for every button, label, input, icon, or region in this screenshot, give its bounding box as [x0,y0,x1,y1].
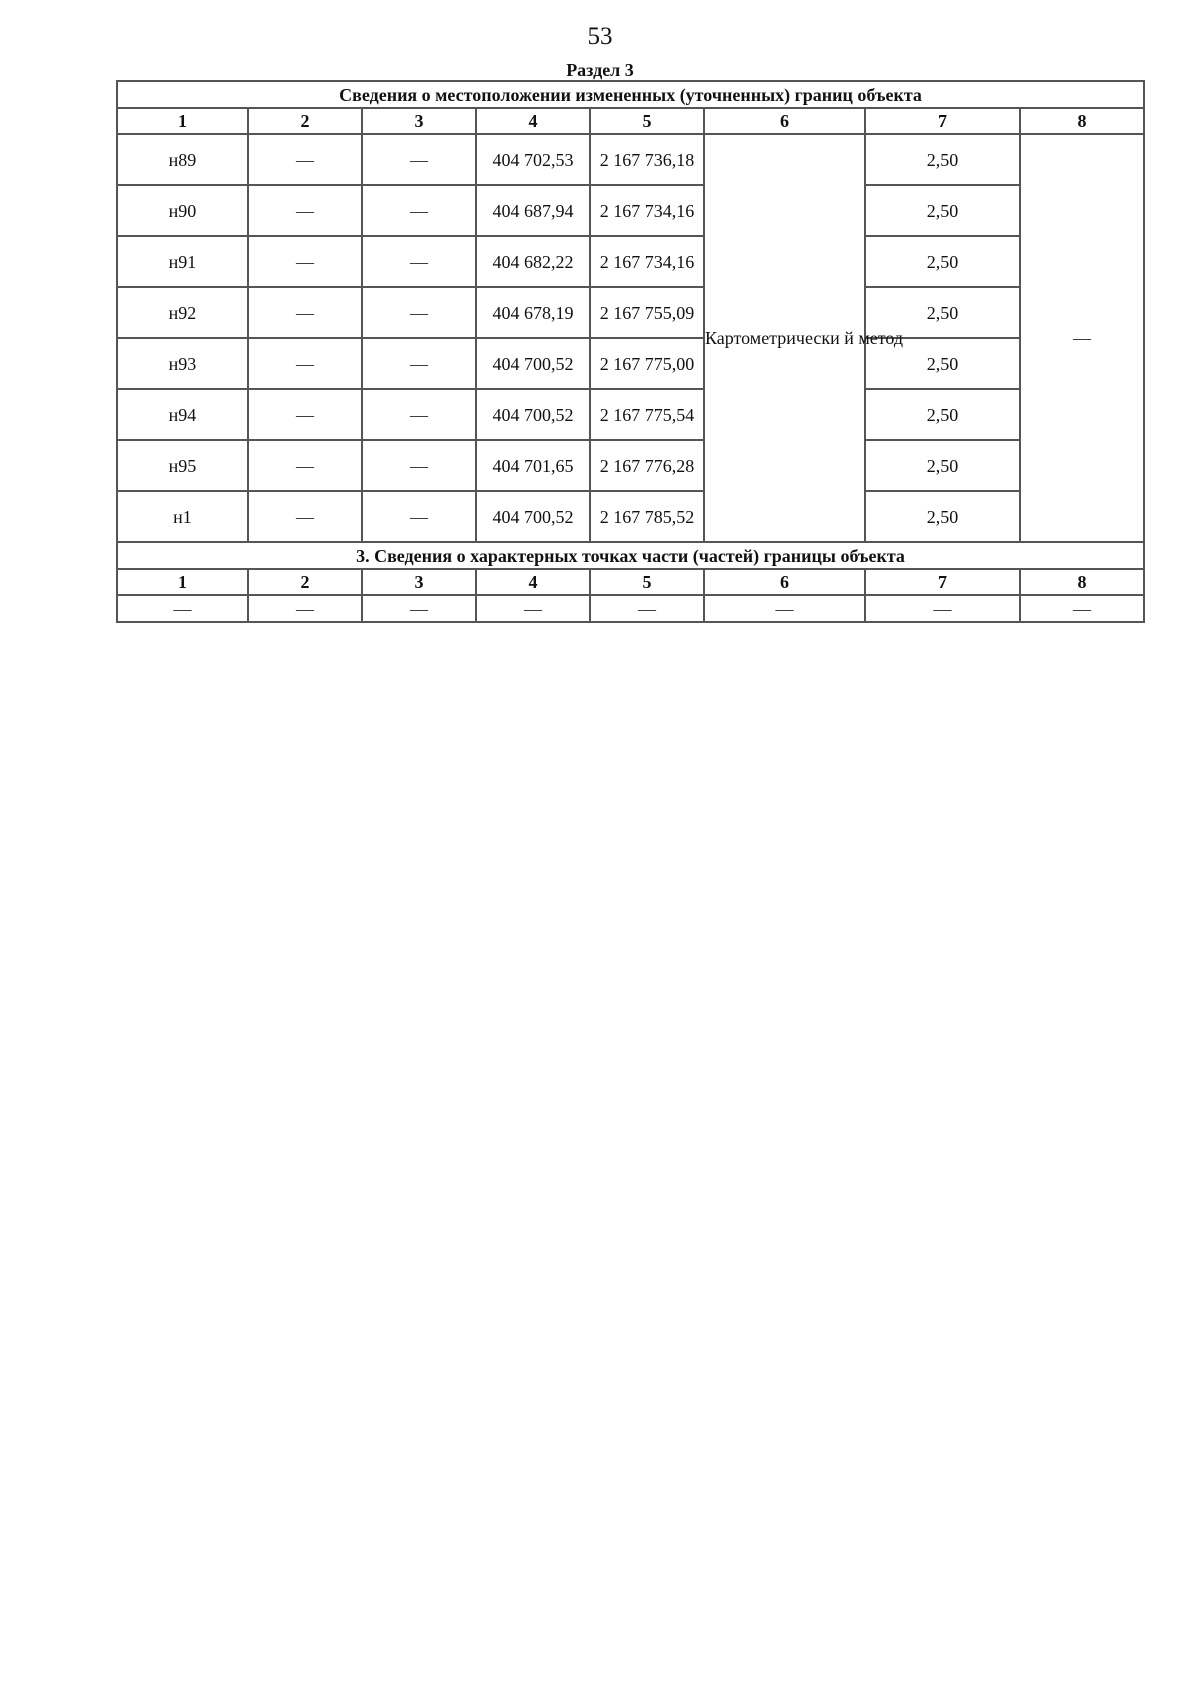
method-cell: Картометрически й метод [704,134,865,542]
column-number: 2 [248,569,362,595]
accuracy-cell: 2,50 [865,287,1020,338]
parts-empty-row [117,595,1144,622]
x-coordinate: 404 701,65 [476,440,590,491]
point-name: н89 [117,134,248,185]
x-coordinate: 404 682,22 [476,236,590,287]
column-numbers-row [117,108,1144,134]
x-coordinate: 404 702,53 [476,134,590,185]
x-coordinate: 404 678,19 [476,287,590,338]
empty-cell: — [362,595,476,622]
accuracy-cell: 2,50 [865,491,1020,542]
column-number: 2 [248,108,362,134]
old-y-cell: — [362,440,476,491]
old-x-cell: — [248,134,362,185]
x-coordinate: 404 700,52 [476,389,590,440]
section-title: Раздел 3 [566,60,634,80]
table-row [117,338,1144,389]
page-number: 53 [587,23,613,50]
y-coordinate: 2 167 734,16 [590,185,704,236]
old-x-cell: — [248,440,362,491]
point-name: н92 [117,287,248,338]
point-name: н90 [117,185,248,236]
old-x-cell: — [248,491,362,542]
table-row [117,491,1144,542]
point-name: н1 [117,491,248,542]
empty-cell: — [704,595,865,622]
column-number: 6 [704,569,865,595]
column-number: 1 [117,569,248,595]
point-name: н91 [117,236,248,287]
empty-cell: — [476,595,590,622]
parts-column-numbers-row [117,569,1144,595]
column-number: 4 [476,569,590,595]
empty-cell: — [117,595,248,622]
column-number: 5 [590,108,704,134]
old-x-cell: — [248,287,362,338]
column-8-cell: — [1020,134,1144,542]
table-title-row [117,81,1144,108]
x-coordinate: 404 700,52 [476,491,590,542]
table-row [117,287,1144,338]
old-y-cell: — [362,287,476,338]
boundary-table [116,80,1145,623]
accuracy-cell: 2,50 [865,440,1020,491]
column-number: 3 [362,569,476,595]
old-y-cell: — [362,236,476,287]
table-row [117,134,1144,185]
y-coordinate: 2 167 736,18 [590,134,704,185]
parts-table-title: 3. Сведения о характерных точках части (частей) границы объекта [117,542,1144,569]
old-y-cell: — [362,491,476,542]
y-coordinate: 2 167 785,52 [590,491,704,542]
accuracy-cell: 2,50 [865,134,1020,185]
table-row [117,185,1144,236]
empty-cell: — [865,595,1020,622]
column-number: 6 [704,108,865,134]
old-x-cell: — [248,389,362,440]
table-title: Сведения о местоположении измененных (уточненных) границ объекта [117,81,1144,108]
accuracy-cell: 2,50 [865,389,1020,440]
empty-cell: — [1020,595,1144,622]
x-coordinate: 404 700,52 [476,338,590,389]
table-row [117,236,1144,287]
old-y-cell: — [362,185,476,236]
point-name: н93 [117,338,248,389]
y-coordinate: 2 167 755,09 [590,287,704,338]
table-row [117,389,1144,440]
point-name: н95 [117,440,248,491]
column-number: 8 [1020,108,1144,134]
y-coordinate: 2 167 775,54 [590,389,704,440]
column-number: 5 [590,569,704,595]
column-number: 7 [865,569,1020,595]
table-row [117,440,1144,491]
old-x-cell: — [248,185,362,236]
parts-title-row [117,542,1144,569]
old-y-cell: — [362,338,476,389]
y-coordinate: 2 167 734,16 [590,236,704,287]
column-number: 1 [117,108,248,134]
y-coordinate: 2 167 775,00 [590,338,704,389]
accuracy-cell: 2,50 [865,185,1020,236]
empty-cell: — [248,595,362,622]
column-number: 3 [362,108,476,134]
column-number: 7 [865,108,1020,134]
y-coordinate: 2 167 776,28 [590,440,704,491]
old-y-cell: — [362,389,476,440]
old-x-cell: — [248,338,362,389]
old-y-cell: — [362,134,476,185]
accuracy-cell: 2,50 [865,338,1020,389]
empty-cell: — [590,595,704,622]
old-x-cell: — [248,236,362,287]
column-number: 8 [1020,569,1144,595]
column-number: 4 [476,108,590,134]
x-coordinate: 404 687,94 [476,185,590,236]
point-name: н94 [117,389,248,440]
accuracy-cell: 2,50 [865,236,1020,287]
